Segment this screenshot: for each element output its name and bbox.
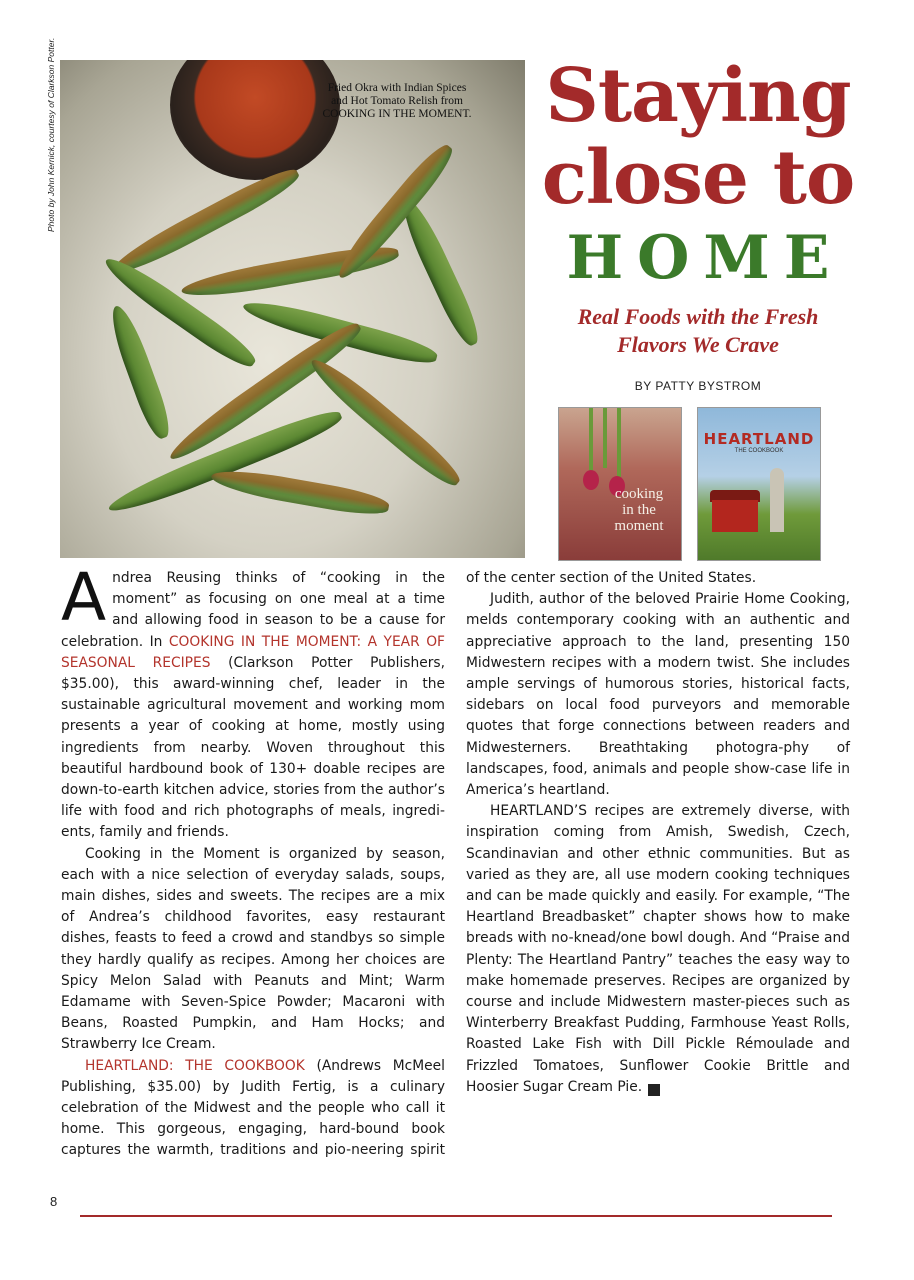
article-paragraph-4: Judith, author of the beloved Prairie Home Cooking, melds contemporary cooking with an authentic and appreciative approach to the land, presenting 150 Midwestern recipes with a modern twist. She includes ample servings of humorous stories, historical facts, sidebars on local food purveyors and memorable quotes that forge connections between readers and Midwesterners. Breathtaking photogra-phy of landscapes, food, animals and people show-case life in America’s heartland. bbox=[466, 591, 850, 799]
end-mark-icon: C bbox=[648, 1084, 660, 1096]
subtitle: Real Foods with the Fresh Flavors We Crave bbox=[577, 304, 819, 357]
onion-stem bbox=[603, 408, 607, 468]
article-paragraph-5 bbox=[466, 801, 850, 1098]
article-paragraph-1 bbox=[61, 559, 445, 844]
article-paragraph-3 bbox=[61, 1056, 445, 1162]
book-title-cooking: COOKING IN THE MOMENT: A YEAR OF SEASONAL RECIPES bbox=[61, 633, 445, 671]
okra-photo bbox=[60, 60, 525, 558]
article-paragraph-3-continued: of the center section of the United States. bbox=[466, 570, 757, 586]
cooking-cover-title: cooking in the moment bbox=[614, 486, 664, 534]
headline-block bbox=[538, 55, 858, 393]
paragraph-text: HEARTLAND’S recipes are extremely diverse, with inspiration coming from Amish, Swedish, Czech, Scandinavian and other ethnic communities. But as varied as they are, all use modern cooking techniques and can be made quickly and easily. For example, “The Heartland Breadbasket” chapter shows how to make breads with no-knead/one bowl dough. And “Praise and Plenty: The Heartland Pantry” teaches the easy way to make homemade preserves. Recipes are organized by course and include Midwestern master-pieces such as Winterberry Breakfast Pudding, Farmhouse Yeast Rolls, Roasted Lake Fish with Dill Pickle Rémoulade and Frizzled Tomatoes, Sunflower Cookie Brittle and Hoosier Sugar Cream Pie. bbox=[466, 803, 850, 1095]
heartland-cover-subtitle: THE COOKBOOK bbox=[734, 448, 784, 454]
page-number: 8 bbox=[50, 1194, 58, 1209]
photo-credit-text: Photo by John Kernick, courtesy of Clarkson Potter. bbox=[46, 37, 56, 232]
okra-pod bbox=[209, 465, 390, 520]
article-column-left bbox=[61, 559, 445, 1162]
book-title-heartland: HEARTLAND: THE COOKBOOK bbox=[85, 1057, 305, 1074]
article-paragraph-2: Cooking in the Moment is organized by season, each with a nice selection of everyday salads, soups, main dishes, sides and sweets. The recipes are a mix of Andrea’s childhood favorites, easy restaurant dishes, feasts to feed a crowd and standbys so simple they hardly qualify as recipes. Among her choices are Spicy Melon Salad with Peanuts and Mint; Warm Edamame with Seven-Spice Powder; Macaroni with Beans, Roasted Pumpkin, and Ham Hocks; and Strawberry Ice Cream. bbox=[61, 845, 445, 1053]
barn bbox=[712, 500, 758, 532]
cooking-in-the-moment-cover bbox=[558, 407, 682, 561]
byline: BY PATTY BYSTROM bbox=[634, 379, 762, 393]
article-column-right bbox=[466, 568, 850, 1098]
heartland-cover bbox=[697, 407, 821, 561]
drop-cap: A bbox=[61, 559, 107, 636]
paragraph-text: ndrea Reusing thinks of “cooking in the moment” as focusing on one meal at a time and allowing food in season to be a cause for celebration. In bbox=[61, 570, 445, 650]
paragraph-text: (Andrews McMeel Publishing, $35.00) by Judith Fertig, is a culinary celebration of the Midwest and the people who call it home. This gorgeous, engaging, hard-bound book captures the warmth, traditions and pio-neering spirit bbox=[61, 1057, 445, 1159]
paragraph-text: (Clarkson Potter Publishers, $35.00), this award-winning chef, leader in the sustainable agricultural movement and working mom presents a year of cooking at home, mostly using ingredients from nearby. Woven throughout this beautiful hardbound book of 130+ doable recipes are down-to-earth kitchen advice, stories from the author’s life with food and rich photographs of meals, ingredi-ents, family and friends. bbox=[61, 654, 445, 841]
onion-stem bbox=[617, 408, 621, 483]
okra-pod bbox=[105, 302, 175, 442]
footer-rule bbox=[80, 1215, 832, 1217]
headline-line-2: close to bbox=[541, 135, 855, 221]
photo-caption: Fried Okra with Indian Spices and Hot Tomato Relish from COOKING IN THE MOMENT. bbox=[322, 82, 472, 120]
okra-pod bbox=[395, 194, 484, 349]
heartland-cover-title: HEARTLAND bbox=[703, 430, 815, 448]
headline-home: HOME bbox=[566, 223, 844, 293]
onion-stem bbox=[589, 408, 593, 478]
photo-credit bbox=[46, 37, 58, 235]
headline-line-1: Staying bbox=[545, 53, 851, 139]
silo bbox=[770, 468, 784, 532]
